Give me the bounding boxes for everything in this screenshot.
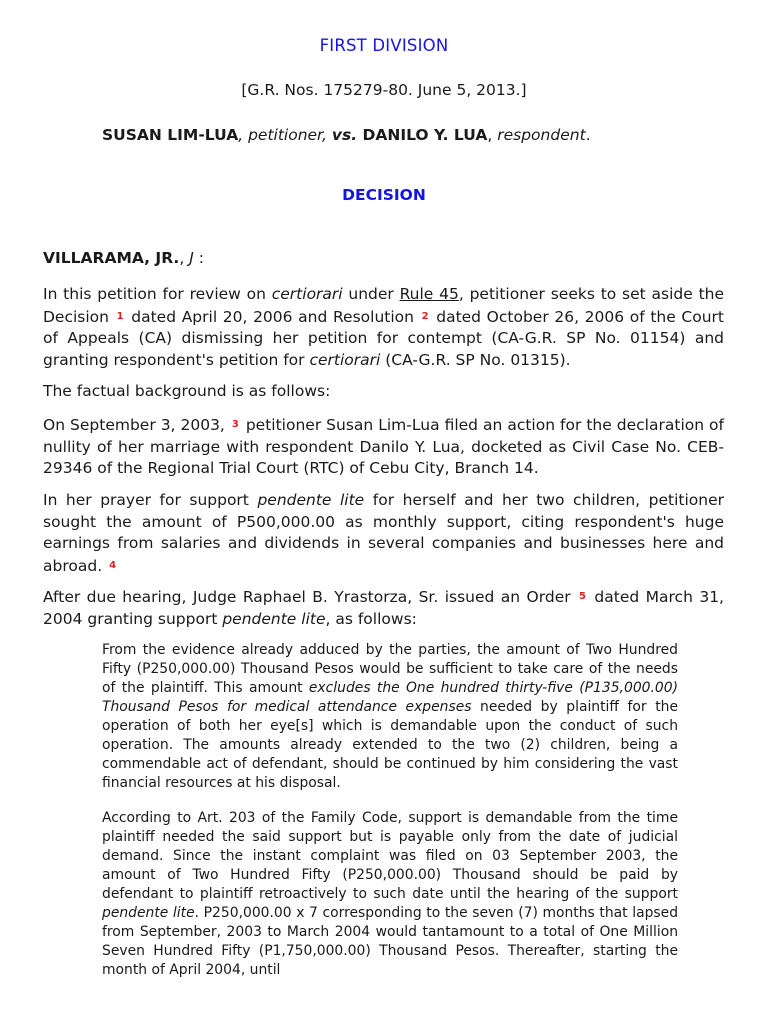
ponente xyxy=(43,249,204,267)
text-run: dated April 20, 2006 and Resolution xyxy=(125,307,420,326)
text-run: for herself and her two children, petitioner sought the amount of P500,000.00 as monthly support, citing respondent's huge earnings from salaries and dividends in several companies and businesses here and abroad. xyxy=(43,491,724,575)
petitioner-role: , petitioner, xyxy=(238,126,332,144)
text-run: dated March 31, 2004 granting support xyxy=(43,588,724,628)
quote-paragraph-2 xyxy=(102,809,678,980)
division-title: FIRST DIVISION xyxy=(319,36,449,55)
petitioner-name: SUSAN LIM-LUA xyxy=(102,126,239,144)
paragraph-filing xyxy=(43,414,724,480)
case-number: [G.R. Nos. 175279-80. June 5, 2013.] xyxy=(241,81,527,99)
paragraph-prayer xyxy=(43,490,724,577)
text-run: , as follows: xyxy=(325,609,417,628)
text-run: After due hearing, Judge Raphael B. Yrastorza, Sr. issued an Order xyxy=(43,588,578,606)
respondent-role: respondent xyxy=(497,126,586,144)
paragraph-order xyxy=(43,586,724,630)
ponente-sep: , xyxy=(179,249,190,267)
respondent-name: DANILO Y. LUA xyxy=(357,126,488,144)
ponente-name: VILLARAMA, JR. xyxy=(43,249,180,267)
decision-heading: DECISION xyxy=(342,186,426,204)
footnote-3-link[interactable]: 3 xyxy=(231,419,239,430)
text-run: In her prayer for support xyxy=(43,491,258,509)
case-parties xyxy=(102,126,591,144)
ponente-title: J xyxy=(189,249,194,267)
text-run: petitioner Susan Lim-Lua filed an action for the declaration of nullity of her marriage with respondent Danilo Y. Lua, docketed as Civil Case No. CEB-29346 of the Regional Trial Court (RTC) of Cebu City, Branch 14. xyxy=(43,416,724,477)
text-run: . P250,000.00 x 7 corresponding to the seven (7) months that lapsed from September, 2003 to March 2004 would tantamount to a total of One Million Seven Hundred Fifty (P1,750,000.00) Thousand Pesos. Thereafter, starting the month of April 2004, until xyxy=(102,905,679,978)
quote-paragraph-1 xyxy=(102,641,678,793)
text-run: From the evidence already adduced by the parties, the amount of Two Hundred Fifty (P250,000.00) Thousand Pesos would be sufficient to take care of the needs of the plaintiff. This amount xyxy=(102,642,678,696)
parties-period: . xyxy=(585,126,591,144)
parties-comma: , xyxy=(487,126,498,144)
paragraph-intro xyxy=(43,284,724,371)
text-run: needed by plaintiff for the operation of both her eye[s] which is demandable upon the conduct of such operation. The amounts already extended to the two (2) children, being a commendable act of defendant, should be continued by him considering the vast financial resources at his disposal. xyxy=(102,699,678,791)
text-run: under xyxy=(342,285,400,303)
footnote-1-link[interactable]: 1 xyxy=(116,310,124,322)
italic-phrase: excludes the One hundred thirty-five (P135,000.00) Thousand Pesos for medical attendance expenses xyxy=(102,680,678,715)
text-run: According to Art. 203 of the Family Code, support is demandable from the time plaintiff needed the said support but is payable only from the date of judicial demand. Since the instant complaint was filed on 03 September 2003, the amount of Two Hundred Fifty (P250,000.00) Thousand should be paid by defendant to plaintiff retroactively to such date until the hearing of the support xyxy=(102,810,678,902)
text-run: In this petition for review on xyxy=(43,285,272,303)
footnote-2-link[interactable]: 2 xyxy=(421,310,429,322)
rule-45-link[interactable]: Rule 45 xyxy=(399,285,459,303)
text-run: On September 3, 2003, xyxy=(43,416,230,434)
italic-term: certiorari xyxy=(271,285,343,303)
footnote-4-link[interactable]: 4 xyxy=(109,559,117,571)
footnote-5-link[interactable]: 5 xyxy=(579,591,586,602)
ponente-colon: : xyxy=(193,249,204,267)
text-run: (CA-G.R. SP No. 01315). xyxy=(380,350,571,369)
italic-term: pendente lite xyxy=(222,609,326,628)
text-run: , petitioner seeks to set aside the Decision xyxy=(43,285,725,326)
italic-term: pendente lite xyxy=(102,905,195,921)
paragraph-background: The factual background is as follows: xyxy=(43,382,331,400)
italic-term: certiorari xyxy=(309,350,381,369)
text-run: dated October 26, 2006 of the Court of Appeals (CA) dismissing her petition for contempt (CA-G.R. SP No. 01154) and granting respondent's petition for xyxy=(43,307,724,369)
versus: vs. xyxy=(331,126,358,144)
italic-term: pendente lite xyxy=(257,491,365,509)
